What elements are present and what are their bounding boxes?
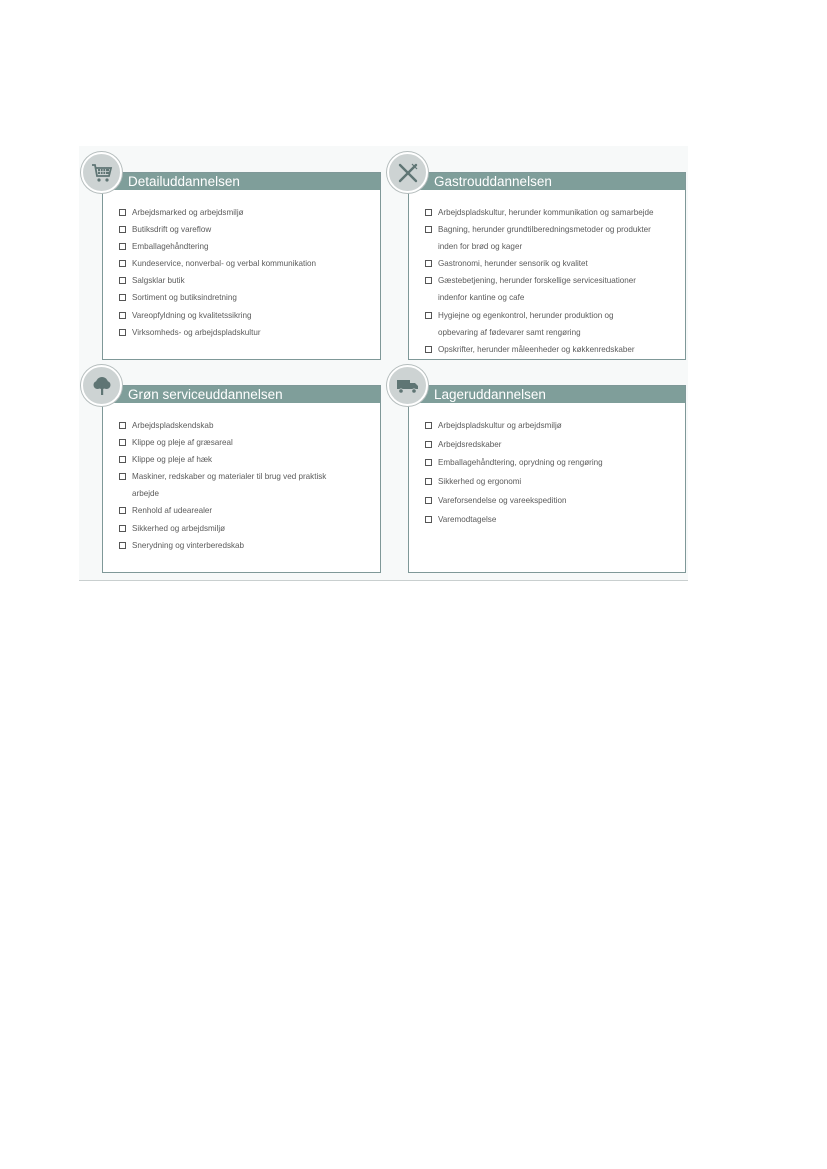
list-item: Arbejdspladskendskab (119, 417, 376, 434)
card-gastro (408, 172, 686, 360)
list-item: Butiksdrift og vareflow (119, 221, 376, 238)
card-title: Grøn serviceuddannelsen (103, 386, 380, 403)
truck-icon (387, 365, 428, 406)
card-warehouse (408, 385, 686, 573)
list-item: Gastronomi, herunder sensorik og kvalitet (425, 255, 681, 272)
list-item: Renhold af udearealer (119, 502, 376, 519)
list-item: Klippe og pleje af hæk (119, 451, 376, 468)
list-item-continuation: indenfor kantine og cafe (438, 293, 525, 303)
card-item-list (119, 204, 376, 341)
list-item: Varemodtagelse (425, 511, 681, 530)
list-item: Arbejdsmarked og arbejdsmiljø (119, 204, 376, 221)
list-item: Salgsklar butik (119, 272, 376, 289)
list-item: Gæstebetjening, herunder forskellige servicesituationer (425, 272, 681, 289)
card-green-service (102, 385, 381, 573)
list-item: Sikkerhed og arbejdsmiljø (119, 520, 376, 537)
list-item-continuation: opbevaring af fødevarer samt rengøring (438, 327, 581, 337)
list-item: Emballagehåndtering (119, 238, 376, 255)
list-item: Opskrifter, herunder måleenheder og køkkenredskaber (425, 341, 681, 358)
list-item: Vareopfyldning og kvalitetssikring (119, 307, 376, 324)
list-item: Kundeservice, nonverbal- og verbal kommunikation (119, 255, 376, 272)
card-detail (102, 172, 381, 360)
shopping-cart-icon (81, 152, 122, 193)
list-item: Emballagehåndtering, oprydning og rengøring (425, 454, 681, 473)
card-title: Gastrouddannelsen (409, 173, 685, 190)
list-item: Vareforsendelse og vareekspedition (425, 492, 681, 511)
list-item: Maskiner, redskaber og materialer til brug ved praktisk (119, 468, 376, 485)
card-item-list (425, 204, 681, 358)
list-item: Sortiment og butiksindretning (119, 289, 376, 306)
list-item: Arbejdsredskaber (425, 436, 681, 455)
list-item: Bagning, herunder grundtilberedningsmetoder og produkter (425, 221, 681, 238)
list-item: Arbejdspladskultur og arbejdsmiljø (425, 417, 681, 436)
tree-icon (81, 365, 122, 406)
list-item: Arbejdspladskultur, herunder kommunikation og samarbejde (425, 204, 681, 221)
card-title: Lageruddannelsen (409, 386, 685, 403)
list-item: Sikkerhed og ergonomi (425, 473, 681, 492)
card-item-list (425, 417, 681, 529)
list-item: Hygiejne og egenkontrol, herunder produktion og (425, 307, 681, 324)
card-item-list (119, 417, 376, 554)
list-item: Snerydning og vinterberedskab (119, 537, 376, 554)
education-overview-figure (79, 146, 688, 581)
list-item: Virksomheds- og arbejdspladskultur (119, 324, 376, 341)
list-item: Klippe og pleje af græsareal (119, 434, 376, 451)
list-item-continuation: arbejde (132, 489, 160, 499)
list-item-continuation: inden for brød og kager (438, 242, 523, 252)
card-title: Detailuddannelsen (103, 173, 380, 190)
fork-knife-icon (387, 152, 428, 193)
